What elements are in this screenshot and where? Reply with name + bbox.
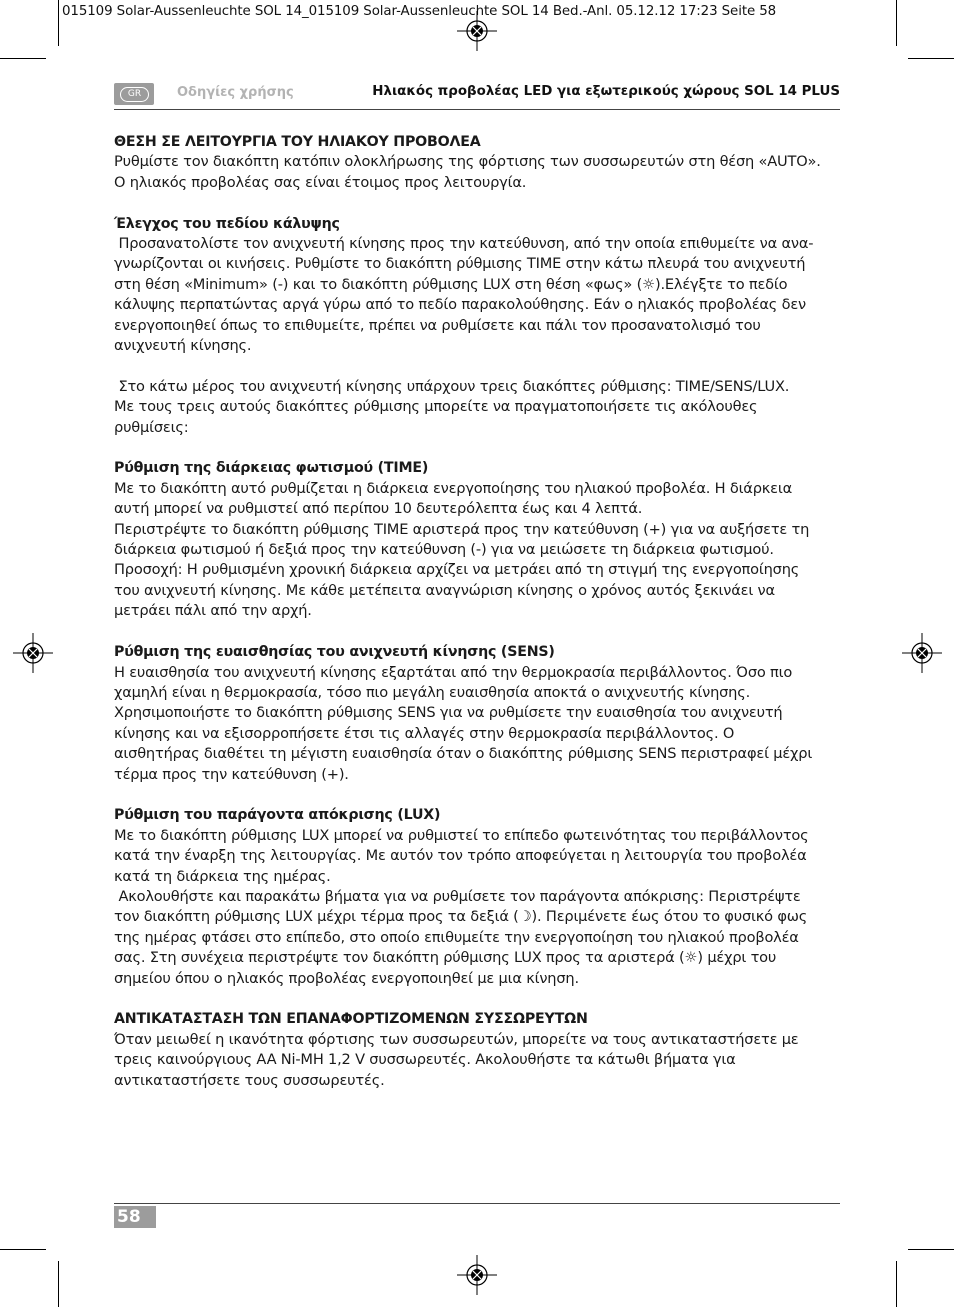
manual-section <box>114 214 844 357</box>
paragraph-line: μετράει πάλι από την αρχή. <box>114 602 312 620</box>
running-header <box>114 81 840 111</box>
paragraph-line: της ημέρας φτάσει στο επίπεδο, στο οποίο επιθυμείτε την ενεργοποίηση του ηλιακού προβολέα <box>114 928 799 946</box>
paragraph-line: τρεις καινούργιους AA Ni-MH 1,2 V συσσωρευτές. Ακολουθήστε τα κάτωθι βήματα για <box>114 1051 736 1069</box>
paragraph-line: τον διακόπτη ρύθμισης LUX μέχρι τέρμα προς τα δεξιά (☽). Περιμένετε έως ότου το φυσικό φως <box>114 908 808 926</box>
paragraph-line: χαμηλή είναι η θερμοκρασία, τόσο πιο μεγάλη ευαισθησία αποκτά ο ανιχνευτής κίνησης. <box>114 683 751 701</box>
paragraph-line: Ακολουθήστε και παρακάτω βήματα για να ρυθμίσετε τον παράγοντα απόκρισης: Περιστρέψτε <box>114 887 801 905</box>
manual-section <box>114 458 844 621</box>
section-heading: ΑΝΤΙΚΑΤΑΣΤΑΣΗ ΤΩΝ ΕΠΑΝΑΦΟΡΤΙΖΟΜΕΝΩΝ ΣΥΣΣΩΡΕΥΤΩΝ <box>114 1011 588 1028</box>
paragraph-line: Περιστρέψτε το διακόπτη ρύθμισης TIME αριστερά προς την κατεύθυνση (+) για να αυξήσετε τη <box>114 520 810 538</box>
paragraph-line: αισθητήρας διαθέτει τη μέγιστη ευαισθησία όταν ο διακόπτης ρύθμισης SENS περιστραφεί μέχρι <box>114 745 813 763</box>
paragraph-line: γνωρίζονται οι κινήσεις. Ρυθμίστε το διακόπτη ρύθμισης TIME στην κάτω πλευρά του ανιχνευτή <box>114 255 806 273</box>
manual-section <box>114 132 844 193</box>
manual-section <box>114 642 844 785</box>
section-heading: Ρύθμιση του παράγοντα απόκρισης (LUX) <box>114 807 441 824</box>
header-product-title: Ηλιακός προβολέας LED για εξωτερικούς χώρους SOL 14 PLUS <box>372 84 840 99</box>
section-heading: Ρύθμιση της ευαισθησίας του ανιχνευτή κίνησης (SENS) <box>114 644 555 661</box>
paragraph-line: του ανιχνευτή κίνησης. Με κάθε μετέπειτα αναγνώριση κίνησης ο χρόνος αυτός ξεκινάει να <box>114 581 775 599</box>
page-number: 58 <box>114 1206 156 1228</box>
crop-mark <box>0 58 46 59</box>
paragraph-line: Όταν μειωθεί η ικανότητα φόρτισης των συσσωρευτών, μπορείτε να τους αντικαταστήσετε με <box>114 1030 799 1048</box>
language-badge <box>114 83 154 105</box>
paragraph-line: σας. Στη συνέχεια περιστρέψτε τον διακόπτη ρύθμισης LUX προς τα αριστερά (☼) μέχρι του <box>114 949 777 967</box>
paragraph-line: Στο κάτω μέρος του ανιχνευτή κίνησης υπάρχουν τρεις διακόπτες ρύθμισης: TIME/SENS/LUX. <box>114 377 790 395</box>
paragraph-line: ανιχνευτή κίνησης. <box>114 337 252 355</box>
paragraph-line: κίνησης και να εξισορροπήσετε έτσι τις αλλαγές στην θερμοκρασία περιβάλλοντος. Ο <box>114 724 735 742</box>
crop-mark <box>58 0 59 46</box>
crop-mark <box>896 0 897 46</box>
crop-mark <box>0 1249 46 1250</box>
crop-mark <box>896 1261 897 1307</box>
header-section-label: Οδηγίες χρήσης <box>177 85 294 100</box>
crop-mark <box>908 1249 954 1250</box>
paragraph-line: διάρκεια φωτισμού ή δεξιά προς την κατεύθυνση (-) για να μειώσετε τη διάρκεια φωτισμού. <box>114 541 774 559</box>
paragraph-line: τέρμα προς την κατεύθυνση (+). <box>114 765 349 783</box>
paragraph-line: Προσανατολίστε τον ανιχνευτή κίνησης προς την κατεύθυνση, από την οποία επιθυμείτε να ανα- <box>114 235 814 253</box>
section-heading: Έλεγχος του πεδίου κάλυψης <box>114 215 340 232</box>
section-heading: Ρύθμιση της διάρκειας φωτισμού (TIME) <box>114 460 429 477</box>
section-paragraph <box>114 826 844 989</box>
section-paragraph <box>114 234 844 356</box>
paragraph-line: αντικαταστήσετε τους συσσωρευτές. <box>114 1071 385 1089</box>
paragraph-line: Προσοχή: Η ρυθμισμένη χρονική διάρκεια αρχίζει να μετράει από τη στιγμή της ενεργοποίησης <box>114 561 800 579</box>
registration-mark-icon <box>902 633 942 673</box>
footer-divider <box>114 1203 840 1204</box>
section-paragraph <box>114 663 844 785</box>
paragraph-line: αυτή μπορεί να ρυθμιστεί από περίπου 10 δευτερόλεπτα έως και 4 λεπτά. <box>114 500 643 518</box>
paragraph-line: Ο ηλιακός προβολέας σας είναι έτοιμος προς λειτουργία. <box>114 173 527 191</box>
manual-section <box>114 377 844 438</box>
registration-mark-icon <box>457 1255 497 1295</box>
paragraph-line: Με το διακόπτη αυτό ρυθμίζεται η διάρκεια ενεργοποίησης του ηλιακού προβολέα. Η διάρκεια <box>114 479 793 497</box>
paragraph-line: Ρυθμίστε τον διακόπτη κατόπιν ολοκλήρωσης της φόρτισης των συσσωρευτών στη θέση «AUTO». <box>114 153 821 171</box>
paragraph-line: Με το διακόπτη ρύθμισης LUX μπορεί να ρυθμιστεί το επίπεδο φωτεινότητας του περιβάλλοντος <box>114 826 809 844</box>
crop-mark <box>58 1261 59 1307</box>
print-slug-line: 015109 Solar-Aussenleuchte SOL 14_015109 Solar-Aussenleuchte SOL 14 Bed.-Anl. 05.12.12 17:23 Seite 58 <box>62 4 777 19</box>
paragraph-line: ενεργοποιηθεί όπως το επιθυμείτε, πρέπει να ρυθμίσετε και πάλι τον προσανατολισμό του <box>114 316 761 334</box>
section-paragraph <box>114 1030 844 1091</box>
manual-section <box>114 1009 844 1091</box>
paragraph-line: κατά τη διάρκεια της ημέρας. <box>114 867 331 885</box>
manual-body <box>114 132 844 1111</box>
paragraph-line: Με τους τρεις αυτούς διακόπτες ρύθμισης μπορείτε να πραγματοποιήσετε τις ακόλουθες <box>114 398 758 416</box>
manual-section <box>114 805 844 989</box>
paragraph-line: ρυθμίσεις: <box>114 418 189 436</box>
paragraph-line: κατά την έναρξη της λειτουργίας. Με αυτόν τον τρόπο αποφεύγεται η λειτουργία του προβολέα <box>114 847 807 865</box>
paragraph-line: στη θέση «Minimum» (-) και το διακόπτη ρύθμισης LUX στη θέση «φως» (☼).Ελέγξτε το πεδίο <box>114 275 788 293</box>
section-paragraph <box>114 479 844 622</box>
crop-mark <box>908 58 954 59</box>
paragraph-line: Χρησιμοποιήστε το διακόπτη ρύθμισης SENS για να ρυθμίσετε την ευαισθησία του ανιχνευτή <box>114 704 783 722</box>
paragraph-line: σημείου όπου ο ηλιακός προβολέας ενεργοποιηθεί με μια κίνηση. <box>114 969 579 987</box>
registration-mark-icon <box>457 11 497 51</box>
header-divider <box>114 109 840 110</box>
section-heading: ΘΕΣΗ ΣΕ ΛΕΙΤΟΥΡΓΙΑ ΤΟΥ ΗΛΙΑΚΟΥ ΠΡΟΒΟΛΕΑ <box>114 134 481 150</box>
language-code: GR <box>120 87 149 102</box>
section-paragraph <box>114 377 844 438</box>
registration-mark-icon <box>13 633 53 673</box>
paragraph-line: κάλυψης περπατώντας αργά γύρω από το πεδίο παρακολούθησης. Εάν ο ηλιακός προβολέας δεν <box>114 296 806 314</box>
section-paragraph <box>114 152 844 193</box>
paragraph-line: Η ευαισθησία του ανιχνευτή κίνησης εξαρτάται από την θερμοκρασία περιβάλλοντος. Όσο πιο <box>114 663 793 681</box>
